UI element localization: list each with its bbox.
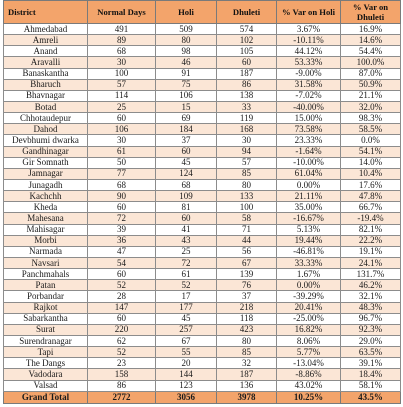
normal-days-cell: 491 bbox=[88, 24, 156, 35]
normal-days-cell: 100 bbox=[88, 68, 156, 79]
dhuleti-cell: 67 bbox=[217, 257, 277, 268]
holi-cell: 43 bbox=[156, 235, 217, 246]
var-dhuleti-cell: 10.4% bbox=[341, 168, 401, 179]
district-cell: Jamnagar bbox=[4, 168, 88, 179]
holi-cell: 109 bbox=[156, 191, 217, 202]
holi-cell: 81 bbox=[156, 202, 217, 213]
dhuleti-cell: 94 bbox=[217, 146, 277, 157]
normal-days-cell: 54 bbox=[88, 257, 156, 268]
holi-cell: 91 bbox=[156, 68, 217, 79]
table-row bbox=[4, 113, 401, 124]
normal-days-cell: 106 bbox=[88, 124, 156, 135]
table-row bbox=[4, 358, 401, 369]
holi-cell: 52 bbox=[156, 280, 217, 291]
normal-days-cell: 28 bbox=[88, 291, 156, 302]
var-dhuleti-cell: 32.1% bbox=[341, 291, 401, 302]
holi-cell: 60 bbox=[156, 146, 217, 157]
var-holi-cell: 44.12% bbox=[277, 46, 341, 57]
var-dhuleti-cell: 82.1% bbox=[341, 224, 401, 235]
table-row bbox=[4, 380, 401, 391]
data-table-container bbox=[3, 0, 400, 404]
normal-days-cell: 68 bbox=[88, 179, 156, 190]
var-holi-cell: 20.41% bbox=[277, 302, 341, 313]
district-cell: Tapi bbox=[4, 347, 88, 358]
normal-days-cell: 68 bbox=[88, 46, 156, 57]
var-holi-cell: -13.04% bbox=[277, 358, 341, 369]
grand-total-label: Grand Total bbox=[4, 391, 88, 403]
var-holi-cell: 5.13% bbox=[277, 224, 341, 235]
normal-days-cell: 25 bbox=[88, 101, 156, 112]
dhuleti-cell: 85 bbox=[217, 168, 277, 179]
table-header bbox=[4, 1, 401, 24]
var-holi-cell: 61.04% bbox=[277, 168, 341, 179]
column-header-district: District bbox=[4, 1, 88, 24]
table-row bbox=[4, 46, 401, 57]
table-row bbox=[4, 224, 401, 235]
district-cell: Morbi bbox=[4, 235, 88, 246]
var-holi-cell: 1.67% bbox=[277, 269, 341, 280]
district-cell: Junagadh bbox=[4, 179, 88, 190]
district-cell: Botad bbox=[4, 101, 88, 112]
district-cell: Panchmahals bbox=[4, 269, 88, 280]
district-cell: Dahod bbox=[4, 124, 88, 135]
var-holi-cell: 35.00% bbox=[277, 202, 341, 213]
normal-days-cell: 90 bbox=[88, 191, 156, 202]
normal-days-cell: 57 bbox=[88, 79, 156, 90]
normal-days-cell: 72 bbox=[88, 213, 156, 224]
dhuleti-cell: 105 bbox=[217, 46, 277, 57]
normal-days-cell: 60 bbox=[88, 113, 156, 124]
normal-days-cell: 114 bbox=[88, 90, 156, 101]
var-dhuleti-cell: 0.0% bbox=[341, 135, 401, 146]
district-cell: Gandhinagar bbox=[4, 146, 88, 157]
var-dhuleti-cell: 92.3% bbox=[341, 324, 401, 335]
var-dhuleti-cell: 46.2% bbox=[341, 280, 401, 291]
var-holi-cell: 53.33% bbox=[277, 57, 341, 68]
normal-days-cell: 50 bbox=[88, 157, 156, 168]
dhuleti-cell: 218 bbox=[217, 302, 277, 313]
dhuleti-cell: 44 bbox=[217, 235, 277, 246]
var-dhuleti-cell: 14.0% bbox=[341, 157, 401, 168]
holi-cell: 61 bbox=[156, 269, 217, 280]
holi-cell: 67 bbox=[156, 335, 217, 346]
dhuleti-cell: 168 bbox=[217, 124, 277, 135]
holi-cell: 509 bbox=[156, 24, 217, 35]
var-holi-cell: -8.86% bbox=[277, 369, 341, 380]
district-cell: Mahisagar bbox=[4, 224, 88, 235]
var-dhuleti-cell: 96.7% bbox=[341, 313, 401, 324]
dhuleti-cell: 138 bbox=[217, 90, 277, 101]
dhuleti-cell: 80 bbox=[217, 179, 277, 190]
holi-cell: 25 bbox=[156, 246, 217, 257]
dhuleti-cell: 57 bbox=[217, 157, 277, 168]
normal-days-cell: 77 bbox=[88, 168, 156, 179]
var-holi-cell: 5.77% bbox=[277, 347, 341, 358]
table-row bbox=[4, 124, 401, 135]
table-row bbox=[4, 90, 401, 101]
table-row bbox=[4, 157, 401, 168]
var-dhuleti-cell: 39.1% bbox=[341, 358, 401, 369]
var-holi-cell: -46.81% bbox=[277, 246, 341, 257]
dhuleti-cell: 76 bbox=[217, 280, 277, 291]
dhuleti-cell: 86 bbox=[217, 79, 277, 90]
table-row bbox=[4, 68, 401, 79]
holi-cell: 184 bbox=[156, 124, 217, 135]
normal-days-cell: 52 bbox=[88, 280, 156, 291]
holi-cell: 20 bbox=[156, 358, 217, 369]
var-dhuleti-cell: 29.0% bbox=[341, 335, 401, 346]
holi-cell: 69 bbox=[156, 113, 217, 124]
holi-cell: 45 bbox=[156, 157, 217, 168]
var-dhuleti-cell: 19.1% bbox=[341, 246, 401, 257]
var-dhuleti-cell: 66.7% bbox=[341, 202, 401, 213]
table-row bbox=[4, 257, 401, 268]
var-dhuleti-cell: 16.9% bbox=[341, 24, 401, 35]
table-row bbox=[4, 146, 401, 157]
dhuleti-cell: 37 bbox=[217, 291, 277, 302]
district-cell: Chhotaudepur bbox=[4, 113, 88, 124]
var-holi-cell: -25.00% bbox=[277, 313, 341, 324]
normal-days-cell: 30 bbox=[88, 135, 156, 146]
normal-days-cell: 147 bbox=[88, 302, 156, 313]
table-row bbox=[4, 369, 401, 380]
table-row bbox=[4, 101, 401, 112]
column-header-holi: Holi bbox=[156, 1, 217, 24]
holi-cell: 75 bbox=[156, 79, 217, 90]
dhuleti-cell: 80 bbox=[217, 335, 277, 346]
table-body bbox=[4, 24, 401, 392]
var-holi-cell: 73.58% bbox=[277, 124, 341, 135]
normal-days-cell: 23 bbox=[88, 358, 156, 369]
holi-cell: 17 bbox=[156, 291, 217, 302]
var-holi-cell: 0.00% bbox=[277, 179, 341, 190]
var-dhuleti-cell: 14.6% bbox=[341, 35, 401, 46]
district-cell: Patan bbox=[4, 280, 88, 291]
normal-days-cell: 86 bbox=[88, 380, 156, 391]
dhuleti-cell: 58 bbox=[217, 213, 277, 224]
var-dhuleti-cell: 58.5% bbox=[341, 124, 401, 135]
dhuleti-cell: 118 bbox=[217, 313, 277, 324]
var-holi-cell: -10.00% bbox=[277, 157, 341, 168]
var-holi-cell: 23.33% bbox=[277, 135, 341, 146]
table-row bbox=[4, 324, 401, 335]
dhuleti-cell: 32 bbox=[217, 358, 277, 369]
holi-cell: 46 bbox=[156, 57, 217, 68]
district-cell: Anand bbox=[4, 46, 88, 57]
table-footer bbox=[4, 391, 401, 403]
dhuleti-cell: 60 bbox=[217, 57, 277, 68]
holi-cell: 15 bbox=[156, 101, 217, 112]
var-dhuleti-cell: 50.9% bbox=[341, 79, 401, 90]
var-dhuleti-cell: 24.1% bbox=[341, 257, 401, 268]
var-holi-cell: 8.06% bbox=[277, 335, 341, 346]
column-header-var-holi: % Var on Holi bbox=[277, 1, 341, 24]
holi-cell: 123 bbox=[156, 380, 217, 391]
district-cell: Amreli bbox=[4, 35, 88, 46]
district-cell: Gir Somnath bbox=[4, 157, 88, 168]
holi-cell: 68 bbox=[156, 179, 217, 190]
dhuleti-cell: 423 bbox=[217, 324, 277, 335]
var-dhuleti-cell: 48.3% bbox=[341, 302, 401, 313]
column-header-normal-days: Normal Days bbox=[88, 1, 156, 24]
table-row bbox=[4, 213, 401, 224]
table-row bbox=[4, 335, 401, 346]
normal-days-cell: 220 bbox=[88, 324, 156, 335]
holi-cell: 144 bbox=[156, 369, 217, 380]
district-cell: Narmada bbox=[4, 246, 88, 257]
district-cell: Surendranagar bbox=[4, 335, 88, 346]
grand-total-normal-days: 2772 bbox=[88, 391, 156, 403]
holi-cell: 37 bbox=[156, 135, 217, 146]
dhuleti-cell: 119 bbox=[217, 113, 277, 124]
var-dhuleti-cell: -19.4% bbox=[341, 213, 401, 224]
holi-cell: 124 bbox=[156, 168, 217, 179]
var-dhuleti-cell: 54.4% bbox=[341, 46, 401, 57]
var-holi-cell: 15.00% bbox=[277, 113, 341, 124]
dhuleti-cell: 33 bbox=[217, 101, 277, 112]
district-cell: Aravalli bbox=[4, 57, 88, 68]
district-cell: Porbandar bbox=[4, 291, 88, 302]
district-cell: Surat bbox=[4, 324, 88, 335]
var-holi-cell: -7.02% bbox=[277, 90, 341, 101]
column-header-var-dhuleti: % Var on Dhuleti bbox=[341, 1, 401, 24]
table-row bbox=[4, 57, 401, 68]
table-row bbox=[4, 347, 401, 358]
holi-cell: 80 bbox=[156, 35, 217, 46]
var-dhuleti-cell: 100.0% bbox=[341, 57, 401, 68]
district-stats-table bbox=[3, 0, 401, 404]
district-cell: Bhavnagar bbox=[4, 90, 88, 101]
district-cell: Valsad bbox=[4, 380, 88, 391]
district-cell: Kachchh bbox=[4, 191, 88, 202]
table-row bbox=[4, 135, 401, 146]
district-cell: Navsari bbox=[4, 257, 88, 268]
table-row bbox=[4, 313, 401, 324]
grand-total-var-holi: 10.25% bbox=[277, 391, 341, 403]
table-row bbox=[4, 24, 401, 35]
normal-days-cell: 39 bbox=[88, 224, 156, 235]
var-holi-cell: -1.64% bbox=[277, 146, 341, 157]
table-row bbox=[4, 269, 401, 280]
district-cell: Rajkot bbox=[4, 302, 88, 313]
table-row bbox=[4, 235, 401, 246]
normal-days-cell: 89 bbox=[88, 35, 156, 46]
dhuleti-cell: 187 bbox=[217, 369, 277, 380]
column-header-dhuleti: Dhuleti bbox=[217, 1, 277, 24]
var-dhuleti-cell: 21.1% bbox=[341, 90, 401, 101]
var-dhuleti-cell: 98.3% bbox=[341, 113, 401, 124]
table-row bbox=[4, 302, 401, 313]
holi-cell: 41 bbox=[156, 224, 217, 235]
district-cell: Devbhumi dwarka bbox=[4, 135, 88, 146]
var-dhuleti-cell: 17.6% bbox=[341, 179, 401, 190]
dhuleti-cell: 136 bbox=[217, 380, 277, 391]
var-dhuleti-cell: 32.0% bbox=[341, 101, 401, 112]
grand-total-dhuleti: 3978 bbox=[217, 391, 277, 403]
var-holi-cell: -16.67% bbox=[277, 213, 341, 224]
holi-cell: 106 bbox=[156, 90, 217, 101]
table-row bbox=[4, 246, 401, 257]
table-row bbox=[4, 179, 401, 190]
normal-days-cell: 47 bbox=[88, 246, 156, 257]
holi-cell: 60 bbox=[156, 213, 217, 224]
dhuleti-cell: 139 bbox=[217, 269, 277, 280]
var-dhuleti-cell: 47.8% bbox=[341, 191, 401, 202]
holi-cell: 257 bbox=[156, 324, 217, 335]
var-holi-cell: 21.11% bbox=[277, 191, 341, 202]
district-cell: Banaskantha bbox=[4, 68, 88, 79]
table-row bbox=[4, 191, 401, 202]
dhuleti-cell: 85 bbox=[217, 347, 277, 358]
district-cell: Mahesana bbox=[4, 213, 88, 224]
var-dhuleti-cell: 63.5% bbox=[341, 347, 401, 358]
var-holi-cell: -10.11% bbox=[277, 35, 341, 46]
holi-cell: 55 bbox=[156, 347, 217, 358]
table-row bbox=[4, 35, 401, 46]
var-dhuleti-cell: 18.4% bbox=[341, 369, 401, 380]
dhuleti-cell: 102 bbox=[217, 35, 277, 46]
normal-days-cell: 60 bbox=[88, 202, 156, 213]
holi-cell: 45 bbox=[156, 313, 217, 324]
normal-days-cell: 158 bbox=[88, 369, 156, 380]
var-holi-cell: -39.29% bbox=[277, 291, 341, 302]
holi-cell: 98 bbox=[156, 46, 217, 57]
table-row bbox=[4, 79, 401, 90]
var-holi-cell: -9.00% bbox=[277, 68, 341, 79]
holi-cell: 72 bbox=[156, 257, 217, 268]
var-holi-cell: 31.58% bbox=[277, 79, 341, 90]
var-holi-cell: 16.82% bbox=[277, 324, 341, 335]
dhuleti-cell: 187 bbox=[217, 68, 277, 79]
var-dhuleti-cell: 54.1% bbox=[341, 146, 401, 157]
dhuleti-cell: 30 bbox=[217, 135, 277, 146]
var-holi-cell: -40.00% bbox=[277, 101, 341, 112]
table-row bbox=[4, 202, 401, 213]
var-dhuleti-cell: 58.1% bbox=[341, 380, 401, 391]
var-dhuleti-cell: 87.0% bbox=[341, 68, 401, 79]
table-row bbox=[4, 291, 401, 302]
district-cell: Bharuch bbox=[4, 79, 88, 90]
grand-total-var-dhuleti: 43.5% bbox=[341, 391, 401, 403]
normal-days-cell: 52 bbox=[88, 347, 156, 358]
var-holi-cell: 3.67% bbox=[277, 24, 341, 35]
var-dhuleti-cell: 131.7% bbox=[341, 269, 401, 280]
district-cell: Kheda bbox=[4, 202, 88, 213]
var-dhuleti-cell: 22.2% bbox=[341, 235, 401, 246]
dhuleti-cell: 133 bbox=[217, 191, 277, 202]
table-row bbox=[4, 280, 401, 291]
dhuleti-cell: 56 bbox=[217, 246, 277, 257]
var-holi-cell: 33.33% bbox=[277, 257, 341, 268]
district-cell: Vadodara bbox=[4, 369, 88, 380]
var-holi-cell: 0.00% bbox=[277, 280, 341, 291]
dhuleti-cell: 71 bbox=[217, 224, 277, 235]
grand-total-row bbox=[4, 391, 401, 403]
var-holi-cell: 43.02% bbox=[277, 380, 341, 391]
normal-days-cell: 62 bbox=[88, 335, 156, 346]
normal-days-cell: 61 bbox=[88, 146, 156, 157]
normal-days-cell: 30 bbox=[88, 57, 156, 68]
holi-cell: 177 bbox=[156, 302, 217, 313]
district-cell: Ahmedabad bbox=[4, 24, 88, 35]
normal-days-cell: 60 bbox=[88, 269, 156, 280]
district-cell: Sabarkantha bbox=[4, 313, 88, 324]
table-row bbox=[4, 168, 401, 179]
grand-total-holi: 3056 bbox=[156, 391, 217, 403]
normal-days-cell: 60 bbox=[88, 313, 156, 324]
normal-days-cell: 36 bbox=[88, 235, 156, 246]
header-row bbox=[4, 1, 401, 24]
dhuleti-cell: 100 bbox=[217, 202, 277, 213]
dhuleti-cell: 574 bbox=[217, 24, 277, 35]
district-cell: The Dangs bbox=[4, 358, 88, 369]
var-holi-cell: 19.44% bbox=[277, 235, 341, 246]
